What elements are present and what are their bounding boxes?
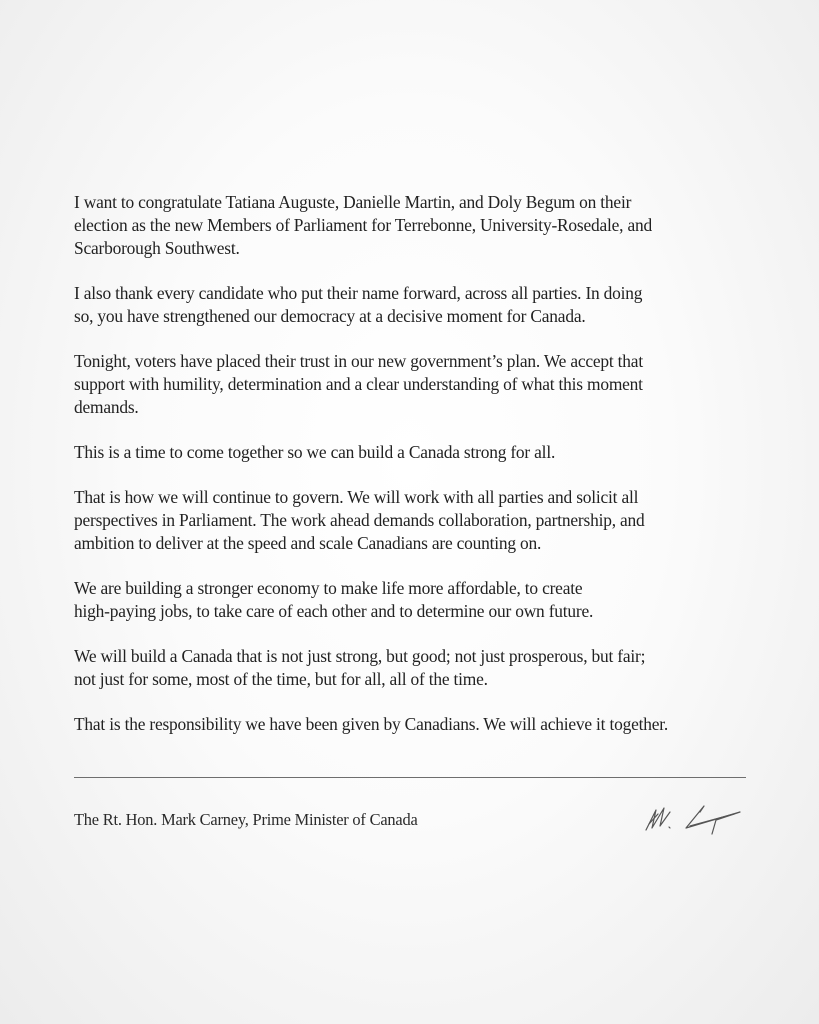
paragraph-come-together: This is a time to come together so we can build a Canada strong for all. [74,442,556,462]
paragraph-economy: We are building a stronger economy to make life more affordable, to create high-paying jobs, to take care of each other and to determine our own future. [74,578,594,621]
paragraph-responsibility: That is the responsibility we have been given by Canadians. We will achieve it together. [74,714,669,734]
letter-body [74,191,754,758]
paragraph-govern: That is how we will continue to govern. We will work with all parties and solicit all perspectives in Parliament. The work ahead demands collaboration, partnership, and ambition to deliver at the speed and scale Canadians are counting on. [74,487,645,553]
divider-line [74,777,746,778]
paragraph-trust: Tonight, voters have placed their trust in our new government’s plan. We accept that support with humility, determination and a clear understanding of what this moment demands. [74,351,643,417]
paragraph-thanks-candidates: I also thank every candidate who put their name forward, across all parties. In doing so, you have strengthened our democracy at a decisive moment for Canada. [74,283,643,326]
paragraph-congratulations: I want to congratulate Tatiana Auguste, Danielle Martin, and Doly Begum on their election as the new Members of Parliament for Terrebonne, University-Rosedale, and Scarborough Southwest. [74,192,652,258]
signature-icon [642,800,752,840]
paragraph-canada-vision: We will build a Canada that is not just strong, but good; not just prosperous, but fair; not just for some, most of the time, but for all, all of the time. [74,646,646,689]
signatory-name: The Rt. Hon. Mark Carney, Prime Minister of Canada [74,810,418,829]
